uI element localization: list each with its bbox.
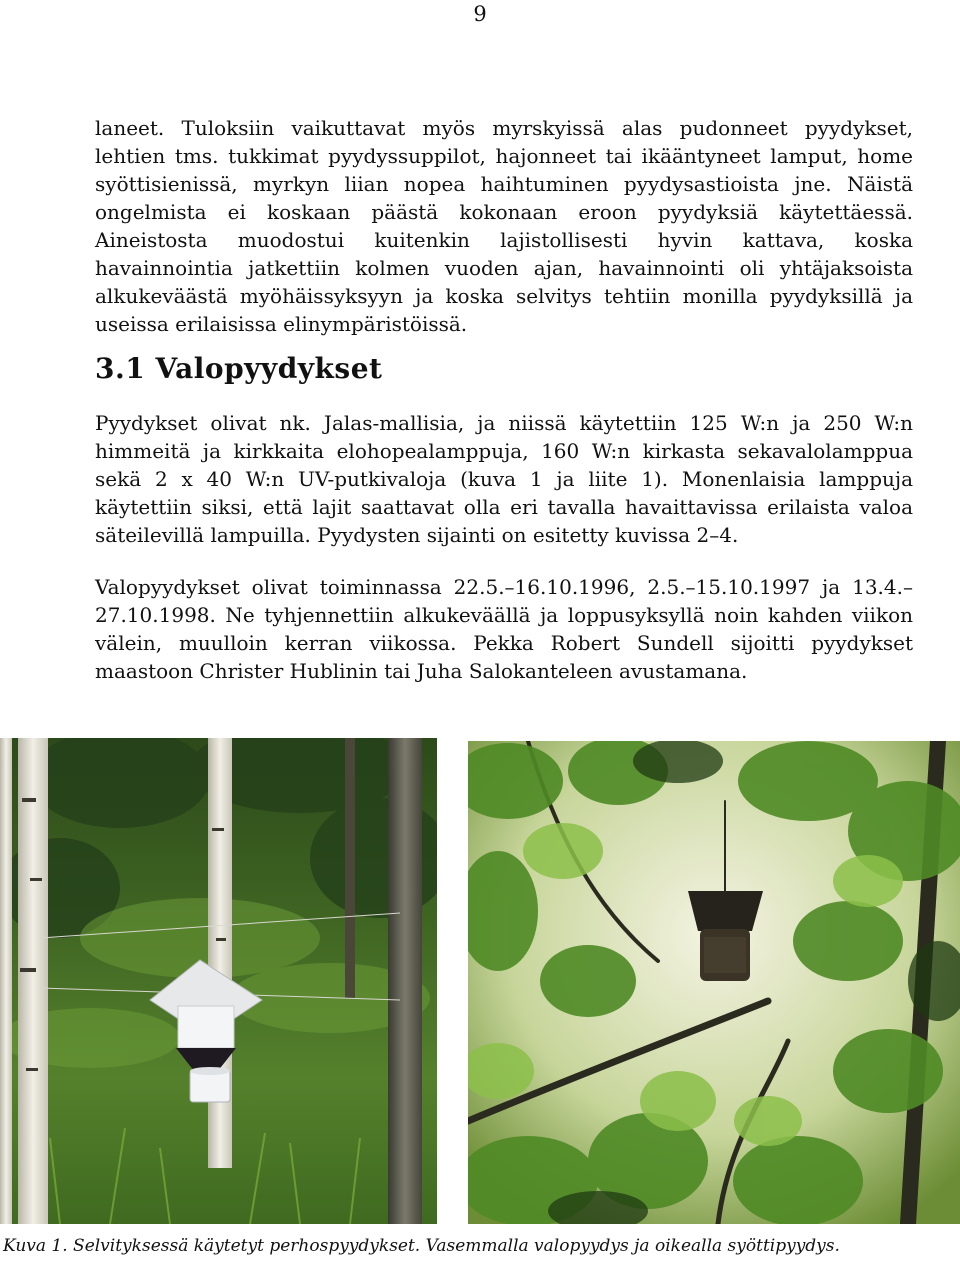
body-paragraph-1: laneet. Tuloksiin vaikuttavat myös myrskyissä alas pudonneet pyydykset, lehtien tms. tukkimat pyydyssuppilot, hajonneet tai ikääntyneet lamput, home syöttisienissä, myrkyn liian nopea haihtuminen pyydysastioista jne. Näistä ongelmista ei koskaan päästä kokonaan eroon pyydyksiä käytettäessä. Aineistosta muodostui kuitenkin lajistollisesti hyvin kattava, koska havainnointia jatkettiin kolmen vuoden ajan, havainnointi oli yhtäjaksoista alkukeväästä myöhäissyksyyn ja koska selvitys tehtiin monilla pyydyksillä ja useissa erilaisissa elinympäristöissä.	[95, 116, 913, 336]
body-paragraph-2: Pyydykset olivat nk. Jalas-mallisia, ja niissä käytettiin 125 W:n ja 250 W:n himmeitä ja kirkkaita elohopealamppuja, 160 W:n kirkasta sekavalolamppua sekä 2 x 40 W:n UV-putkivaloja (kuva 1 ja liite 1). Monenlaisia lamppuja käytettiin siksi, että lajit saattavat olla eri tavalla havaittavissa erilaista valoa säteilevillä lampuilla. Pyydysten sijainti on esitetty kuvissa 2–4.	[95, 411, 913, 547]
page-number: 9	[473, 2, 487, 26]
section-heading: 3.1 Valopyydykset	[95, 352, 383, 385]
light-trap-photo	[0, 738, 437, 1224]
body-paragraph-3: Valopyydykset olivat toiminnassa 22.5.–16.10.1996, 2.5.–15.10.1997 ja 13.4.–27.10.1998. Ne tyhjennettiin alkukeväällä ja loppusyksyllä noin kahden viikon välein, muulloin kerran viikossa. Pekka Robert Sundell sijoitti pyydykset maastoon Christer Hublinin tai Juha Salokanteleen avustamana.	[95, 575, 913, 683]
figure-caption: Kuva 1. Selvityksessä käytetyt perhospyydykset. Vasemmalla valopyydys ja oikealla syöttipyydys.	[3, 1236, 840, 1256]
bait-trap-photo	[468, 741, 960, 1224]
